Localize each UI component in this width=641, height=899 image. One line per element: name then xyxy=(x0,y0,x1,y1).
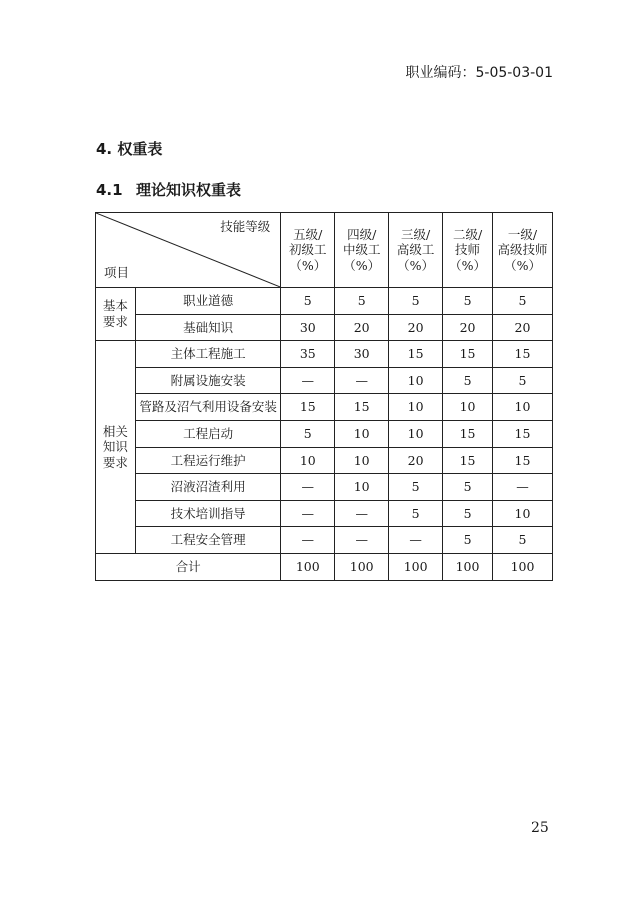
value-cell: 15 xyxy=(281,394,335,421)
total-label: 合计 xyxy=(96,553,281,580)
value-cell: — xyxy=(281,527,335,554)
group-label: 基本 要求 xyxy=(96,288,136,341)
value-cell: — xyxy=(281,500,335,527)
corner-item-label: 项目 xyxy=(104,265,130,281)
level-header: 二级/ 技师 （%） xyxy=(443,213,493,288)
value-cell: 5 xyxy=(389,500,443,527)
table-row xyxy=(96,341,553,368)
table-row xyxy=(96,474,553,501)
table-row xyxy=(96,288,553,315)
value-cell: 30 xyxy=(335,341,389,368)
value-cell: 15 xyxy=(335,394,389,421)
level-header: 五级/ 初级工 （%） xyxy=(281,213,335,288)
table-corner-cell xyxy=(96,213,281,288)
table-row xyxy=(96,314,553,341)
table-total-row xyxy=(96,553,553,580)
value-cell: — xyxy=(335,527,389,554)
value-cell: 5 xyxy=(443,474,493,501)
value-cell: 5 xyxy=(493,527,553,554)
value-cell: — xyxy=(281,367,335,394)
level-header: 一级/ 高级技师 （%） xyxy=(493,213,553,288)
value-cell: — xyxy=(281,474,335,501)
value-cell: 10 xyxy=(389,367,443,394)
value-cell: — xyxy=(335,500,389,527)
value-cell: 20 xyxy=(389,314,443,341)
subsection-number: 4.1 xyxy=(96,181,123,199)
value-cell: 5 xyxy=(335,288,389,315)
value-cell: 15 xyxy=(443,341,493,368)
value-cell: — xyxy=(389,527,443,554)
value-cell: 100 xyxy=(389,553,443,580)
value-cell: 15 xyxy=(443,420,493,447)
value-cell: 10 xyxy=(443,394,493,421)
table-row xyxy=(96,527,553,554)
item-name: 沼液沼渣利用 xyxy=(135,474,280,501)
item-name: 工程运行维护 xyxy=(135,447,280,474)
value-cell: 10 xyxy=(493,500,553,527)
corner-skill-level-label: 技能等级 xyxy=(220,219,271,234)
value-cell: 35 xyxy=(281,341,335,368)
value-cell: 5 xyxy=(443,500,493,527)
value-cell: 10 xyxy=(281,447,335,474)
item-name: 工程安全管理 xyxy=(135,527,280,554)
table-row xyxy=(96,394,553,421)
value-cell: 10 xyxy=(389,420,443,447)
value-cell: 20 xyxy=(443,314,493,341)
value-cell: 100 xyxy=(281,553,335,580)
level-header: 三级/ 高级工 （%） xyxy=(389,213,443,288)
value-cell: 30 xyxy=(281,314,335,341)
value-cell: 15 xyxy=(443,447,493,474)
value-cell: 5 xyxy=(281,288,335,315)
table-row xyxy=(96,367,553,394)
value-cell: 5 xyxy=(493,367,553,394)
value-cell: 10 xyxy=(389,394,443,421)
value-cell: 5 xyxy=(389,474,443,501)
value-cell: 20 xyxy=(335,314,389,341)
value-cell: 5 xyxy=(389,288,443,315)
value-cell: 10 xyxy=(335,447,389,474)
item-name: 主体工程施工 xyxy=(135,341,280,368)
table-row xyxy=(96,420,553,447)
value-cell: 15 xyxy=(493,420,553,447)
value-cell: 15 xyxy=(493,341,553,368)
weight-table xyxy=(95,212,553,581)
table-header-row xyxy=(96,213,553,288)
group-label: 相关 知识 要求 xyxy=(96,341,136,554)
level-header: 四级/ 中级工 （%） xyxy=(335,213,389,288)
occupation-code: 职业编码：5-05-03-01 xyxy=(405,65,553,81)
item-name: 职业道德 xyxy=(135,288,280,315)
item-name: 工程启动 xyxy=(135,420,280,447)
value-cell: 5 xyxy=(443,527,493,554)
value-cell: 10 xyxy=(335,474,389,501)
subsection-title xyxy=(96,179,241,200)
value-cell: 5 xyxy=(493,288,553,315)
table-row xyxy=(96,500,553,527)
value-cell: 100 xyxy=(443,553,493,580)
value-cell: 10 xyxy=(493,394,553,421)
value-cell: 10 xyxy=(335,420,389,447)
value-cell: 5 xyxy=(281,420,335,447)
table-row xyxy=(96,447,553,474)
section-title: 4. 权重表 xyxy=(96,140,163,158)
value-cell: 100 xyxy=(493,553,553,580)
value-cell: 5 xyxy=(443,367,493,394)
subsection-text: 理论知识权重表 xyxy=(136,181,242,199)
value-cell: 5 xyxy=(443,288,493,315)
value-cell: 20 xyxy=(389,447,443,474)
item-name: 管路及沼气利用设备安装 xyxy=(135,394,280,421)
item-name: 附属设施安装 xyxy=(135,367,280,394)
item-name: 技术培训指导 xyxy=(135,500,280,527)
value-cell: 100 xyxy=(335,553,389,580)
value-cell: 15 xyxy=(493,447,553,474)
item-name: 基础知识 xyxy=(135,314,280,341)
value-cell: — xyxy=(335,367,389,394)
value-cell: 20 xyxy=(493,314,553,341)
page-number: 25 xyxy=(531,820,549,836)
value-cell: — xyxy=(493,474,553,501)
value-cell: 15 xyxy=(389,341,443,368)
